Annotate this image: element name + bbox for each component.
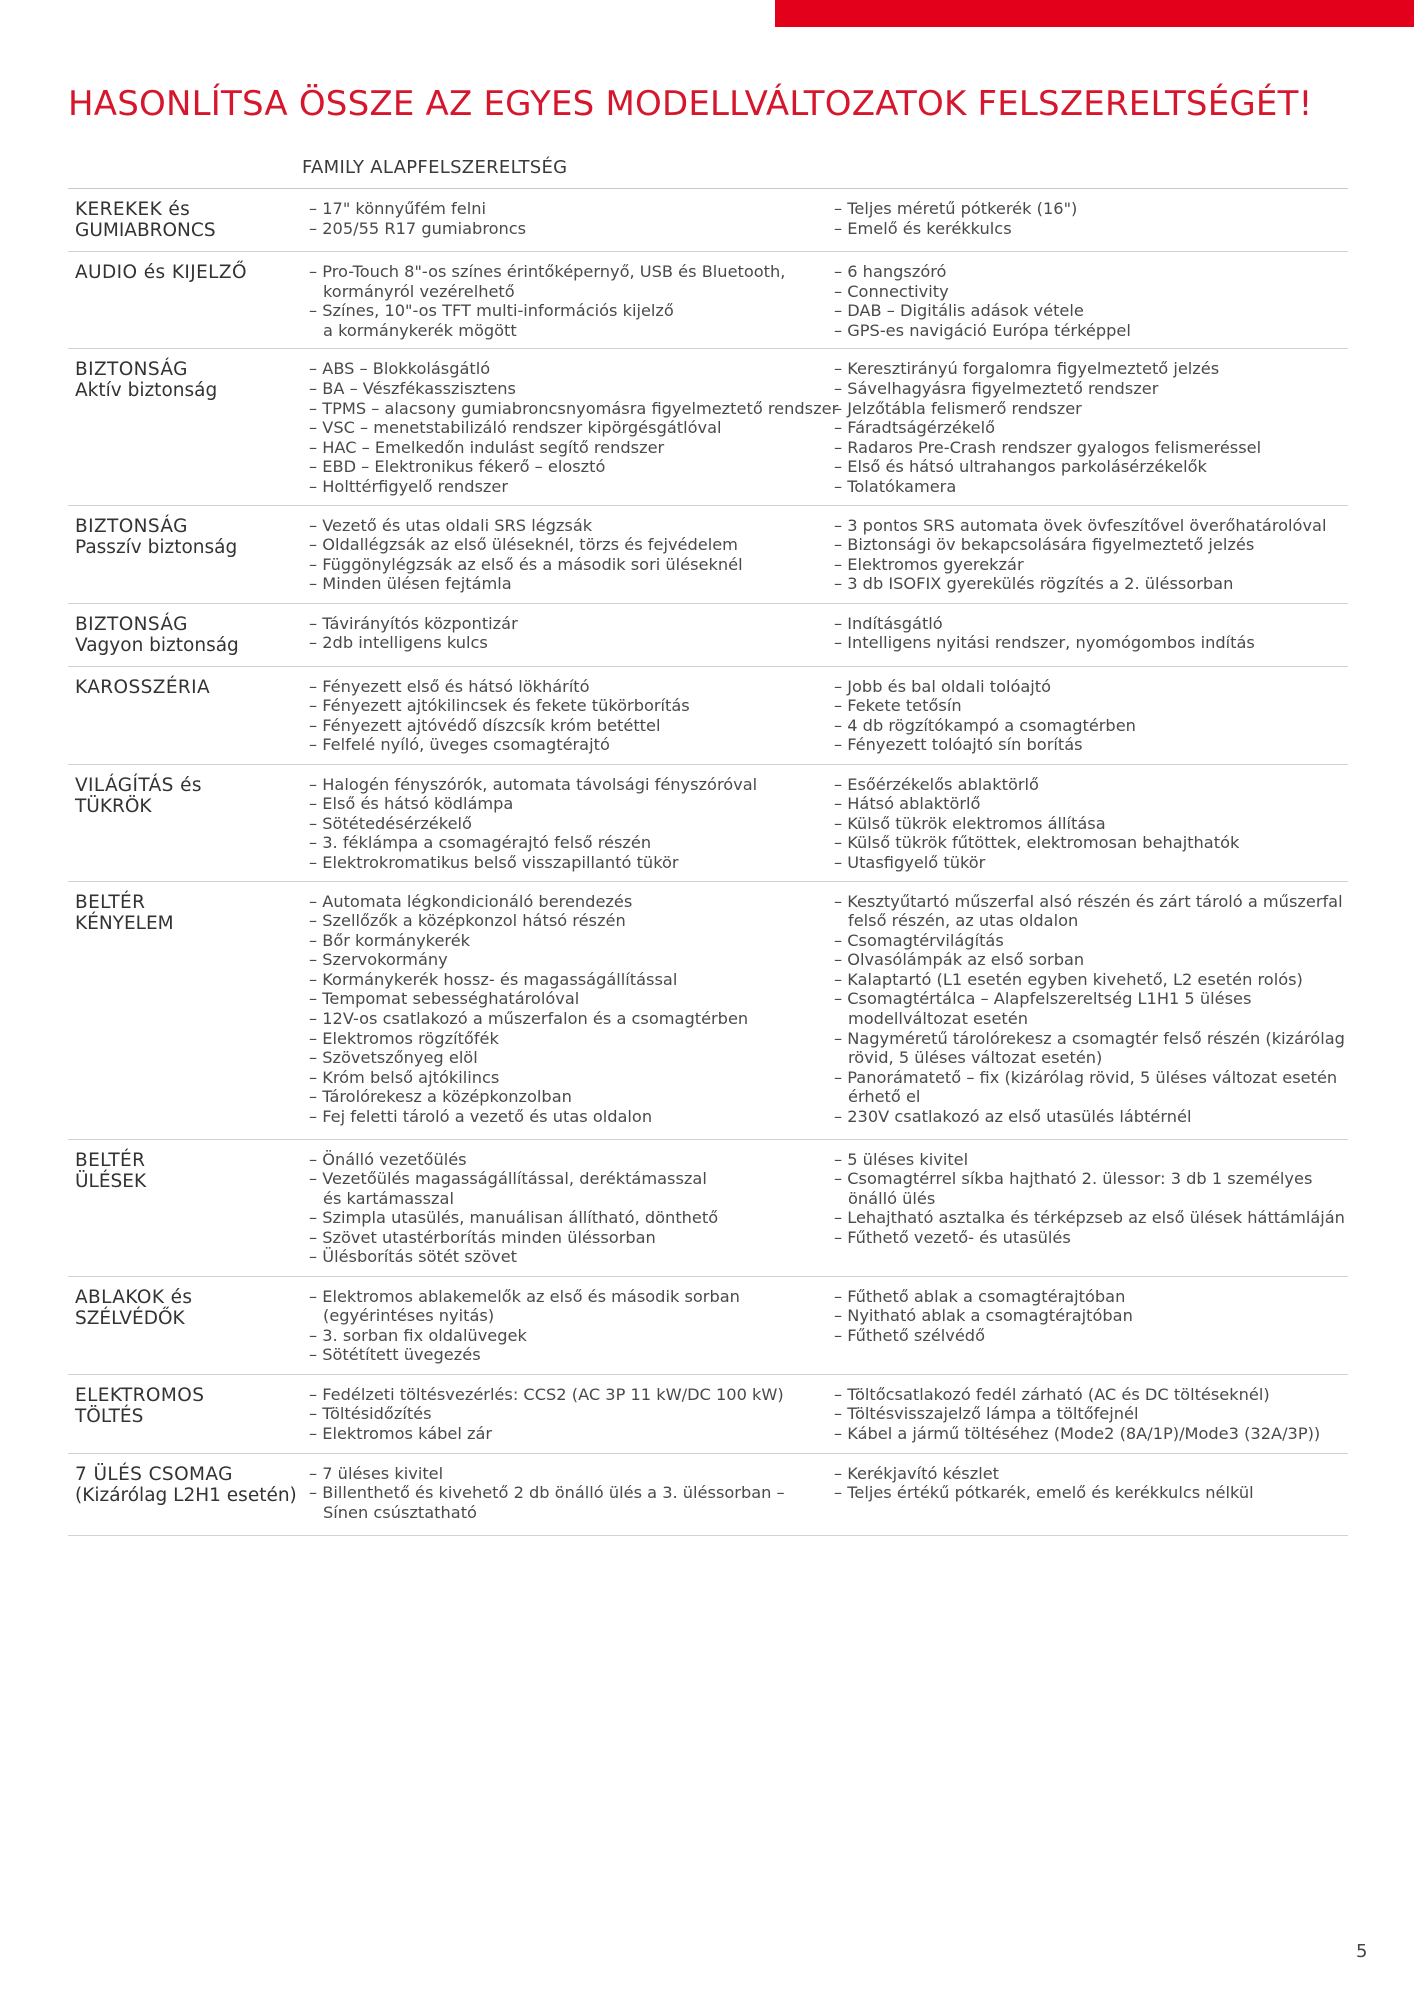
category-label [68, 775, 309, 873]
category-label [68, 199, 309, 243]
feature-item: – 7 üléses kivitel [309, 1463, 444, 1483]
feature-item: – ABS – Blokkolásgátló [309, 359, 491, 379]
feature-item: – Tempomat sebességhatárolóval [309, 989, 580, 1009]
spec-row [68, 882, 1348, 1140]
category-title: KAROSSZÉRIA [75, 676, 211, 698]
feature-item: – Fűthető szélvédő [834, 1325, 985, 1345]
feature-item: – Olvasólámpák az első sorban [834, 950, 1085, 970]
feature-item: – Töltésidőzítés [309, 1404, 432, 1424]
feature-item: – Külső tükrök elektromos állítása [834, 813, 1106, 833]
feature-list-right [834, 677, 1355, 756]
spec-row [68, 506, 1348, 604]
feature-item: – Fedélzeti töltésvezérlés: CCS2 (AC 3P 11 kW/DC 100 kW) [309, 1384, 784, 1404]
feature-item: és kartámasszal [323, 1188, 454, 1208]
category-label [68, 359, 309, 496]
feature-item: – Csomagtérvilágítás [834, 930, 1004, 950]
feature-item: – Lehajtható asztalka és térképzseb az első ülések háttámláján [834, 1208, 1345, 1228]
feature-item: – Indításgátló [834, 613, 943, 633]
feature-item: – Töltőcsatlakozó fedél zárható (AC és DC töltéseknél) [834, 1384, 1270, 1404]
feature-item: – Csomagtérrel síkba hajtható 2. ülessor: 3 db 1 személyes [834, 1169, 1313, 1189]
feature-item: érhető el [848, 1087, 921, 1107]
category-subtitle: SZÉLVÉDŐK [75, 1307, 185, 1329]
feature-item: – Elektrokromatikus belső visszapillantó tükör [309, 852, 679, 872]
feature-item: – 3. féklámpa a csomagérajtó felső részén [309, 833, 652, 853]
feature-item: – HAC – Emelkedőn indulást segítő rendszer [309, 437, 665, 457]
feature-item: – Sötétített üvegezés [309, 1345, 481, 1365]
feature-list-left [309, 199, 834, 243]
feature-item: – Minden ülésen fejtámla [309, 574, 512, 594]
feature-item: – Vezetőülés magasságállítással, deréktámasszal [309, 1169, 707, 1189]
feature-item: – 6 hangszóró [834, 262, 947, 281]
category-title: BIZTONSÁG [75, 613, 188, 635]
category-title: 7 ÜLÉS CSOMAG [75, 1463, 233, 1485]
feature-list-left [309, 262, 834, 340]
feature-list-left [309, 359, 839, 496]
feature-item: – Elektromos rögzítőfék [309, 1028, 499, 1048]
feature-item: – Távirányítós központizár [309, 613, 518, 633]
feature-item: – Fáradtságérzékelő [834, 418, 996, 438]
feature-item: – Szövetszőnyeg elöl [309, 1048, 478, 1068]
feature-item: – Fényezett ajtókilincsek és fekete tükörborítás [309, 696, 690, 716]
category-label [68, 1150, 309, 1268]
category-title: BIZTONSÁG [75, 515, 188, 537]
feature-item: – Elektromos kábel zár [309, 1423, 493, 1443]
category-subtitle: Vagyon biztonság [75, 634, 239, 656]
category-label [68, 516, 309, 595]
category-label [68, 1385, 309, 1445]
feature-item: – 17" könnyűfém felni [309, 199, 486, 218]
feature-list-right [834, 1287, 1355, 1366]
feature-list-right [834, 775, 1355, 873]
feature-item: – 205/55 R17 gumiabroncs [309, 218, 527, 238]
feature-item: – Ülésborítás sötét szövet [309, 1247, 518, 1267]
feature-item: – TPMS – alacsony gumiabroncsnyomásra figyelmeztető rendszer [309, 398, 839, 418]
feature-item: – Connectivity [834, 281, 949, 301]
feature-item: – Keresztirányú forgalomra figyelmeztető jelzés [834, 359, 1220, 379]
feature-list-right [834, 892, 1355, 1131]
feature-item: – 4 db rögzítókampó a csomagtérben [834, 715, 1136, 735]
feature-item: rövid, 5 üléses változat esetén) [848, 1048, 1103, 1068]
feature-item: – 2db intelligens kulcs [309, 633, 488, 653]
feature-item: – Sötétedésérzékelő [309, 813, 472, 833]
spec-row [68, 667, 1348, 765]
feature-item: – Pro-Touch 8"-os színes érintőképernyő, USB és Bluetooth, [309, 262, 786, 281]
category-title: VILÁGÍTÁS és [75, 774, 202, 796]
spec-table [68, 188, 1348, 1536]
feature-item: – Hátsó ablaktörlő [834, 794, 981, 814]
category-label [68, 262, 309, 340]
category-label [68, 677, 309, 756]
feature-item: kormányról vezérelhető [323, 281, 515, 301]
feature-item: – Kerékjavító készlet [834, 1463, 1000, 1483]
feature-list-left [309, 614, 834, 658]
feature-list-left [309, 1385, 834, 1445]
feature-item: – Sávelhagyásra figyelmeztető rendszer [834, 378, 1159, 398]
category-label [68, 1287, 309, 1366]
feature-list-right [834, 1385, 1355, 1445]
feature-item: – Tárolórekesz a középkonzolban [309, 1087, 572, 1107]
feature-item: – Biztonsági öv bekapcsolására figyelmeztető jelzés [834, 535, 1255, 555]
feature-list-right [834, 1464, 1355, 1527]
feature-item: – Első és hátsó ultrahangos parkolásérzékelők [834, 457, 1207, 477]
feature-list-left [309, 892, 834, 1131]
category-subtitle: Passzív biztonság [75, 536, 238, 558]
feature-list-right [834, 262, 1355, 340]
spec-row [68, 1375, 1348, 1454]
feature-item: – Külső tükrök fűtöttek, elektromosan behajthatók [834, 833, 1240, 853]
column-heading: FAMILY ALAPFELSZERELTSÉG [302, 157, 568, 178]
category-title: BIZTONSÁG [75, 359, 188, 381]
feature-list-left [309, 1464, 834, 1527]
feature-item: – Halogén fényszórók, automata távolsági fényszóróval [309, 774, 758, 794]
category-title: BELTÉR [75, 1149, 146, 1171]
feature-item: a kormánykerék mögött [323, 320, 517, 340]
feature-item: – Emelő és kerékkulcs [834, 218, 1012, 238]
feature-item: – 230V csatlakozó az első utasülés lábtérnél [834, 1107, 1192, 1127]
feature-item: – Kesztyűtartó műszerfal alsó részén és zárt tároló a műszerfal [834, 891, 1343, 911]
spec-row [68, 1454, 1348, 1536]
category-title: KEREKEK és [75, 199, 191, 220]
category-subtitle: KÉNYELEM [75, 912, 174, 934]
feature-item: – Jobb és bal oldali tolóajtó [834, 676, 1052, 696]
category-label [68, 892, 309, 1131]
feature-list-right [834, 1150, 1355, 1268]
feature-item: – Szervokormány [309, 950, 448, 970]
spec-row [68, 1277, 1348, 1375]
page-title: HASONLÍTSA ÖSSZE AZ EGYES MODELLVÁLTOZATOK FELSZERELTSÉGÉT! [68, 84, 1313, 124]
category-subtitle: TÖLTÉS [75, 1405, 144, 1427]
feature-item: – Panorámatető – fix (kizárólag rövid, 5 üléses változat esetén [834, 1067, 1338, 1087]
feature-item: (egyérintéses nyitás) [323, 1306, 495, 1326]
feature-item: – Szimpla utasülés, manuálisan állítható, dönthető [309, 1208, 719, 1228]
feature-item: – Kalaptartó (L1 esetén egyben kivehető, L2 esetén rolós) [834, 969, 1303, 989]
category-title: ABLAKOK és [75, 1286, 193, 1308]
feature-item: felső részén, az utas oldalon [848, 911, 1079, 931]
feature-item: – Holttérfigyelő rendszer [309, 476, 509, 496]
feature-item: – Radaros Pre-Crash rendszer gyalogos felismeréssel [834, 437, 1262, 457]
feature-item: – Töltésvisszajelző lámpa a töltőfejnél [834, 1404, 1139, 1424]
spec-row [68, 252, 1348, 349]
feature-list-right [834, 516, 1355, 595]
category-subtitle: GUMIABRONCS [75, 220, 216, 241]
feature-item: – Utasfigyelő tükör [834, 852, 986, 872]
feature-item: – Bőr kormánykerék [309, 930, 471, 950]
category-title: ELEKTROMOS [75, 1384, 205, 1406]
feature-item: – 3 db ISOFIX gyerekülés rögzítés a 2. üléssorban [834, 574, 1234, 594]
feature-item: – 12V-os csatlakozó a műszerfalon és a csomagtérben [309, 1009, 749, 1029]
feature-item: – Fényezett első és hátsó lökhárító [309, 676, 590, 696]
feature-item: – Szellőzők a középkonzol hátsó részén [309, 911, 626, 931]
feature-item: – Csomagtértálca – Alapfelszereltség L1H1 5 üléses [834, 989, 1252, 1009]
feature-item: – Kábel a jármű töltéséhez (Mode2 (8A/1P)/Mode3 (32A/3P)) [834, 1423, 1321, 1443]
feature-item: – GPS-es navigáció Európa térképpel [834, 320, 1131, 340]
feature-list-right [834, 614, 1355, 658]
feature-item: – Fűthető vezető- és utasülés [834, 1227, 1071, 1247]
feature-item: – Tolatókamera [834, 476, 957, 496]
feature-list-right [834, 199, 1355, 243]
feature-item: – Automata légkondicionáló berendezés [309, 891, 633, 911]
feature-item: önálló ülés [848, 1188, 936, 1208]
feature-item: – Oldallégzsák az első üléseknél, törzs és fejvédelem [309, 535, 738, 555]
feature-item: – Fekete tetősín [834, 696, 962, 716]
feature-item: – Fényezett tolóajtó sín borítás [834, 735, 1083, 755]
feature-item: – Önálló vezetőülés [309, 1149, 467, 1169]
category-label [68, 614, 309, 658]
feature-item: modellváltozat esetén [848, 1009, 1028, 1029]
feature-item: – Billenthető és kivehető 2 db önálló ülés a 3. üléssorban – [309, 1483, 785, 1503]
spec-row [68, 349, 1348, 505]
feature-item: – BA – Vészfékasszisztens [309, 378, 516, 398]
feature-item: – VSC – menetstabilizáló rendszer kipörgésgátlóval [309, 418, 722, 438]
header-accent-bar [775, 0, 1414, 27]
feature-item: – 3 pontos SRS automata övek övfeszítővel överőhatárolóval [834, 515, 1327, 535]
category-subtitle: (Kizárólag L2H1 esetén) [75, 1484, 297, 1506]
feature-item: – 3. sorban fix oldalüvegek [309, 1325, 527, 1345]
feature-item: – Kormánykerék hossz- és magasságállítással [309, 969, 678, 989]
page-number: 5 [1356, 1941, 1368, 1962]
feature-item: – Nyitható ablak a csomagtérajtóban [834, 1306, 1133, 1326]
category-title: AUDIO és KIJELZŐ [75, 262, 247, 283]
feature-item: – DAB – Digitális adások vétele [834, 301, 1084, 321]
feature-item: Sínen csúsztatható [323, 1502, 477, 1522]
feature-item: – Elektromos gyerekzár [834, 554, 1024, 574]
feature-item: – Fűthető ablak a csomagtérajtóban [834, 1286, 1126, 1306]
feature-item: – Szövet utastérborítás minden üléssorban [309, 1227, 656, 1247]
feature-list-left [309, 1287, 834, 1366]
category-label [68, 1464, 309, 1527]
spec-row [68, 765, 1348, 882]
feature-list-left [309, 775, 834, 873]
feature-item: – Függönylégzsák az első és a második sori üléseknél [309, 554, 743, 574]
feature-item: – Fényezett ajtóvédő díszcsík króm betéttel [309, 715, 661, 735]
feature-item: – Színes, 10"-os TFT multi-információs kijelző [309, 301, 674, 321]
spec-row [68, 604, 1348, 667]
category-subtitle: TÜKRÖK [75, 795, 152, 817]
feature-list-right [834, 359, 1355, 496]
spec-row [68, 1140, 1348, 1277]
feature-item: – Teljes értékű pótkarék, emelő és kerékkulcs nélkül [834, 1483, 1254, 1503]
spec-row [68, 189, 1348, 252]
feature-item: – Első és hátsó ködlámpa [309, 794, 514, 814]
feature-list-left [309, 516, 834, 595]
feature-list-left [309, 1150, 834, 1268]
feature-item: – Teljes méretű pótkerék (16") [834, 199, 1078, 218]
feature-item: – Esőérzékelős ablaktörlő [834, 774, 1039, 794]
feature-list-left [309, 677, 834, 756]
feature-item: – Fej feletti tároló a vezető és utas oldalon [309, 1107, 653, 1127]
feature-item: – Vezető és utas oldali SRS légzsák [309, 515, 593, 535]
category-title: BELTÉR [75, 891, 146, 913]
category-subtitle: ÜLÉSEK [75, 1170, 147, 1192]
feature-item: – 5 üléses kivitel [834, 1149, 969, 1169]
feature-item: – Felfelé nyíló, üveges csomagtérajtó [309, 735, 610, 755]
feature-item: – EBD – Elektronikus fékerő – elosztó [309, 457, 606, 477]
category-subtitle: Aktív biztonság [75, 380, 218, 402]
feature-item: – Nagyméretű tárolórekesz a csomagtér felső részén (kizárólag [834, 1028, 1345, 1048]
feature-item: – Intelligens nyitási rendszer, nyomógombos indítás [834, 633, 1255, 653]
feature-item: – Króm belső ajtókilincs [309, 1067, 500, 1087]
feature-item: – Jelzőtábla felismerő rendszer [834, 398, 1082, 418]
feature-item: – Elektromos ablakemelők az első és második sorban [309, 1286, 740, 1306]
